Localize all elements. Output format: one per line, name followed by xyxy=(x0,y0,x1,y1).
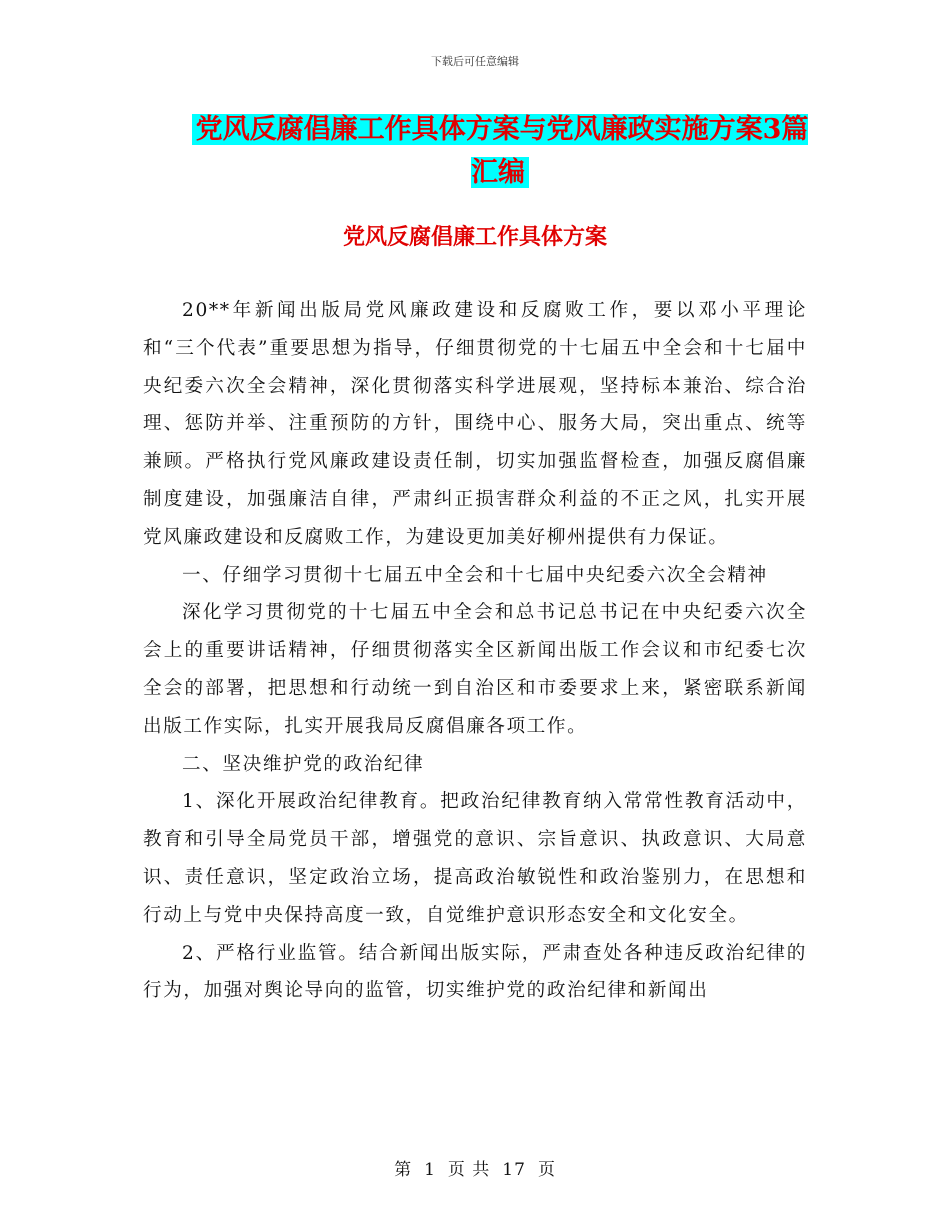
footer-suffix: 页 xyxy=(537,1160,556,1180)
footer-prefix: 第 xyxy=(394,1160,413,1180)
section-title: 党风反腐倡廉工作具体方案 xyxy=(342,225,607,250)
page-number: 1 xyxy=(424,1160,436,1180)
document-body xyxy=(143,292,807,1010)
paragraph: 一、仔细学习贯彻十七届五中全会和十七届中央纪委六次全会精神 xyxy=(182,564,768,586)
paragraph: 20**年新闻出版局党风廉政建设和反腐败工作，要以邓小平理论和“三个代表”重要思想为指导，仔细贯彻党的十七届五中全会和十七届中央纪委六次全会精神，深化贯彻落实科学进展观，坚持标本兼治、综合治理、惩防并举、注重预防的方针，围绕中心、服务大局，突出重点、统等兼顾。严格执行党风廉政建设责任制，切实加强监督检查，加强反腐倡廉制度建设，加强廉洁自律，严肃纠正损害群众利益的不正之风，扎实开展党风廉政建设和反腐败工作，为建设更加美好柳州提供有力保证。 xyxy=(143,300,807,548)
paragraph: 二、坚决维护党的政治纪律 xyxy=(182,753,425,775)
paragraph: 1、深化开展政治纪律教育。把政治纪律教育纳入常常性教育活动中，教育和引导全局党员干部，增强党的意识、宗旨意识、执政意识、大局意识、责任意识，坚定政治立场，提高政治敏锐性和政治鉴别力，在思想和行动上与党中央保持高度一致，自觉维护意识形态安全和文化安全。 xyxy=(143,791,807,926)
header-note: 下载后可任意编辑 xyxy=(431,55,519,68)
page-footer xyxy=(0,1155,950,1180)
document-title-text: 党风反腐倡廉工作具体方案与党风廉政实施方案3篇汇编 xyxy=(192,114,809,188)
paragraph: 2、严格行业监管。结合新闻出版实际，严肃查处各种违反政治纪律的行为，加强对舆论导向的监管，切实维护党的政治纪律和新闻出 xyxy=(143,942,807,1002)
total-pages: 17 xyxy=(502,1160,526,1180)
paragraph: 深化学习贯彻党的十七届五中全会和总书记总书记在中央纪委六次全会上的重要讲话精神，仔细贯彻落实全区新闻出版工作会议和市纪委七次全会的部署，把思想和行动统一到自治区和市委要求上来，紧密联系新闻出版工作实际，扎实开展我局反腐倡廉各项工作。 xyxy=(143,602,807,737)
document-title xyxy=(190,108,810,194)
footer-middle: 页 共 xyxy=(447,1160,491,1180)
